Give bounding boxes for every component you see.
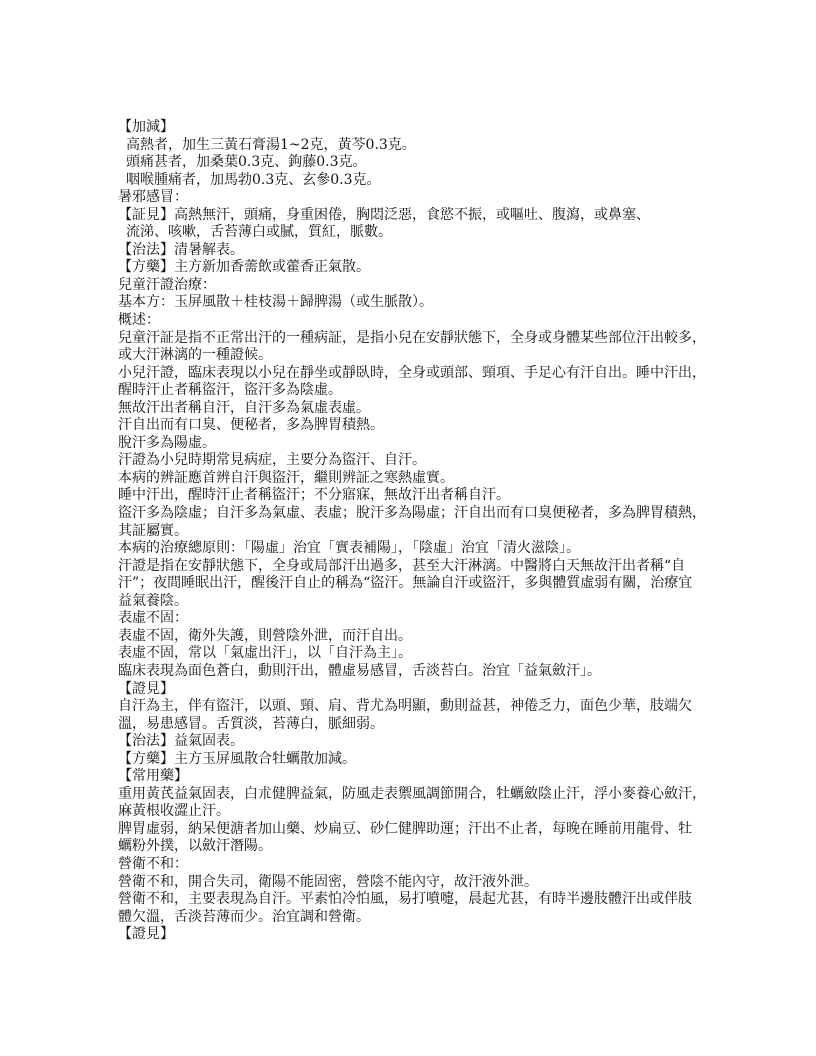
text-line: 表虛不固，衛外失護，則營陰外泄，而汗自出。 bbox=[118, 627, 412, 644]
text-line: 【加減】 bbox=[118, 119, 174, 135]
text-line: 汗證為小兒時期常見病症，主要分為盜汗、自汗。 bbox=[118, 452, 426, 469]
text-line: 【治法】清暑解表。 bbox=[118, 241, 244, 258]
text-line: 脫汗多為陽虛。 bbox=[118, 434, 216, 451]
text-line: 盜汗多為陰虛；自汗多為氣虛、表虛；脫汗多為陽虛；汗自出而有口臭便秘者，多為脾胃積熱， bbox=[118, 505, 706, 522]
text-line: 睡中汗出，醒時汗止者稱盜汗；不分寤寐，無故汗出者稱自汗。 bbox=[118, 487, 510, 504]
text-line: 營衛不和，開合失司，衛陽不能固密，營陰不能內守，故汗液外泄。 bbox=[118, 873, 538, 890]
text-line: 麻黃根收澀止汗。 bbox=[118, 803, 230, 820]
text-line: 兒童汗証是指不正常出汗的一種病証，是指小兒在安靜狀態下，全身或身體某些部位汗出較多， bbox=[118, 329, 706, 346]
document-page bbox=[118, 119, 718, 944]
text-line: 醒時汗止者稱盜汗，盜汗多為陰虛。 bbox=[118, 382, 342, 399]
text-line: 【治法】益氣固表。 bbox=[118, 733, 244, 750]
text-line: 【方藥】主方玉屏風散合牡蠣散加減。 bbox=[118, 750, 356, 767]
text-line: 【証見】高熱無汗，頭痛，身重困倦，胸悶泛惡，食慾不振，或嘔吐、腹瀉，或鼻塞、 bbox=[118, 206, 650, 223]
text-line: 咽喉腫痛者，加馬勃0.3克、玄參0.3克。 bbox=[126, 171, 381, 188]
text-line: 概述： bbox=[118, 312, 160, 329]
text-line: 蠣粉外撲，以斂汗潛陽。 bbox=[118, 838, 272, 855]
text-line: 臨床表現為面色蒼白，動則汗出，體虛易感冒，舌淡苔白。治宜「益氣斂汗」。 bbox=[118, 662, 601, 679]
text-line: 其証屬實。 bbox=[118, 522, 188, 539]
text-line: 高熱者，加生三黃石膏湯1~2克，黃芩0.3克。 bbox=[126, 136, 416, 153]
text-line: 重用黃芪益氣固表，白朮健脾益氣，防風走表禦風調節開合，牡蠣斂陰止汗，浮小麥養心斂汗， bbox=[118, 785, 706, 802]
text-line: 汗證是指在安靜狀態下，全身或局部汗出過多，甚至大汗淋漓。中醫將白天無故汗出者稱“自 bbox=[118, 557, 686, 574]
text-line: 流涕、咳嗽，舌苔薄白或膩，質紅，脈數。 bbox=[126, 224, 392, 241]
text-line: 【常用藥】 bbox=[118, 768, 188, 785]
text-line: 暑邪感冒： bbox=[118, 189, 188, 206]
text-line: 兒童汗證治療： bbox=[118, 276, 216, 293]
text-line: 體欠溫，舌淡苔薄而少。治宜調和營衛。 bbox=[118, 908, 370, 925]
text-line: 基本方：玉屏風散＋桂枝湯＋歸脾湯（或生脈散）。 bbox=[118, 294, 433, 311]
text-line: 脾胃虛弱，納呆便溏者加山藥、炒扁豆、砂仁健脾助運；汗出不止者，每晚在睡前用龍骨、牡 bbox=[118, 820, 692, 837]
text-line: 益氣養陰。 bbox=[118, 592, 188, 609]
text-line: 營衛不和： bbox=[118, 855, 188, 872]
text-line: 汗自出而有口臭、便秘者，多為脾胃積熱。 bbox=[118, 417, 384, 434]
text-line: 【證見】 bbox=[118, 926, 174, 943]
text-line: 營衛不和，主要表現為自汗。平素怕冷怕風，易打噴嚏，晨起尤甚，有時半邊肢體汗出或伴肢 bbox=[118, 891, 692, 908]
text-line: 【方藥】主方新加香薷飲或藿香正氣散。 bbox=[118, 259, 370, 276]
text-line: 或大汗淋漓的一種證候。 bbox=[118, 347, 272, 364]
text-line: 【證見】 bbox=[118, 680, 174, 697]
text-line: 溫，易患感冒。舌質淡，苔薄白，脈細弱。 bbox=[118, 715, 384, 732]
text-line: 自汗為主，伴有盜汗，以頭、頸、肩、背尤為明顯，動則益甚，神倦乏力，面色少華，肢端欠 bbox=[118, 698, 692, 715]
text-line: 無故汗出者稱自汗，自汗多為氣虛表虛。 bbox=[118, 399, 370, 416]
text-line: 本病的辨証應首辨自汗與盜汗，繼則辨証之寒熱虛實。 bbox=[118, 469, 454, 486]
text-line: 汗”；夜間睡眠出汗，醒後汗自止的稱為“盜汗。無論自汗或盜汗，多與體質虛弱有關，治療宜 bbox=[118, 575, 693, 592]
text-line: 小兒汗證，臨床表現以小兒在靜坐或靜臥時，全身或頭部、頸項、手足心有汗自出。睡中汗出， bbox=[118, 364, 706, 381]
text-line: 表虛不固，常以「氣虛出汗」，以「自汗為主」。 bbox=[118, 645, 412, 662]
text-line: 頭痛甚者，加桑葉0.3克、鉤藤0.3克。 bbox=[126, 154, 367, 171]
text-line: 本病的治療總原則：「陽虛」治宜「實表補陽」，「陰虛」治宜「清火滋陰」。 bbox=[118, 540, 580, 557]
text-line: 表虛不固： bbox=[118, 610, 188, 627]
